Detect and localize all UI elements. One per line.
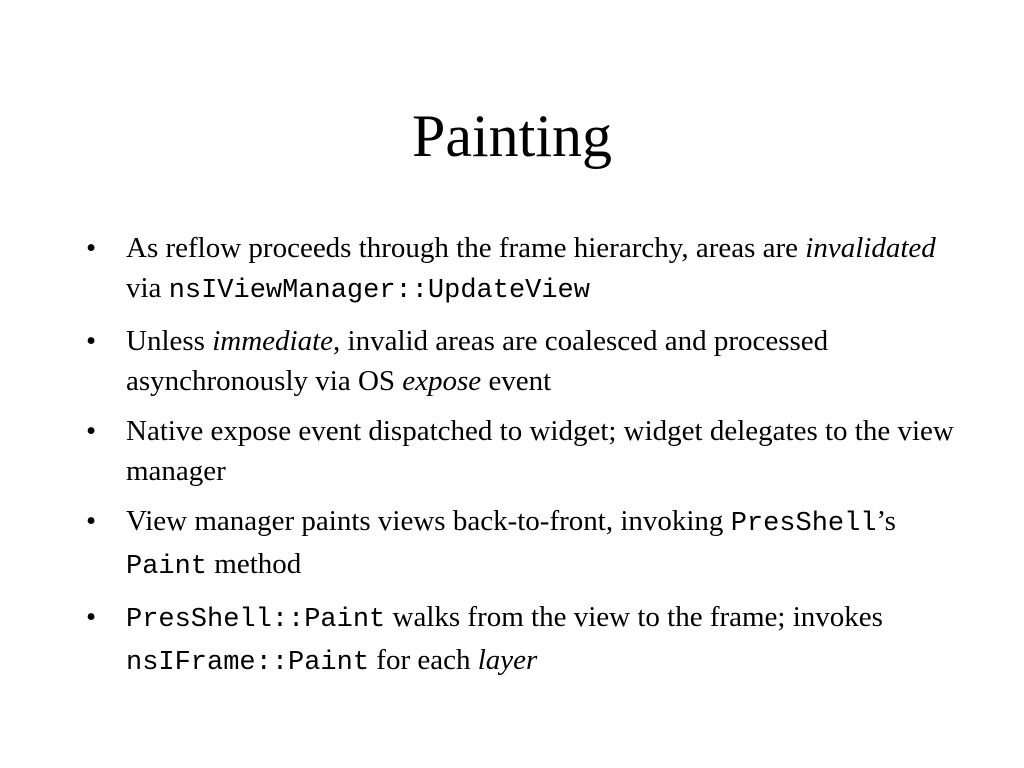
text-span: via (126, 272, 169, 304)
bullet-marker: • (86, 601, 97, 633)
bullet-marker: • (86, 505, 97, 537)
italic-span: invalidated (805, 232, 936, 264)
bullet-item (80, 501, 960, 587)
italic-span: immediate (212, 325, 334, 357)
text-span: Native expose event dispatched to widget; widget delegates to the view manager (126, 415, 954, 487)
bullet-marker: • (86, 325, 97, 357)
text-span: event (481, 365, 552, 397)
text-span: for each (369, 644, 478, 676)
text-span: method (207, 548, 302, 580)
bullet-marker: • (86, 232, 97, 264)
code-span: nsIViewManager::UpdateView (168, 276, 590, 306)
bullet-text (126, 415, 954, 487)
bullet-text (126, 232, 936, 304)
bullet-list (80, 228, 960, 693)
bullet-text (126, 505, 896, 580)
text-span: As reflow proceeds through the frame hierarchy, areas are (126, 232, 806, 264)
code-span: Paint (126, 552, 208, 582)
text-span: ’s (876, 505, 896, 537)
text-span: View manager paints views back-to-front, invoking (126, 505, 731, 537)
slide-title: Painting (411, 103, 612, 169)
bullet-text (126, 325, 828, 397)
bullet-item (80, 597, 960, 683)
text-span: walks from the view to the frame; invokes (385, 601, 883, 633)
code-span: nsIFrame::Paint (126, 648, 370, 678)
bullet-marker: • (86, 415, 97, 447)
italic-span: layer (477, 644, 538, 676)
italic-span: expose (402, 365, 482, 397)
bullet-item (80, 411, 960, 491)
bullet-item (80, 228, 960, 311)
code-span: PresShell::Paint (126, 605, 386, 635)
text-span: Unless (126, 325, 213, 357)
code-span: PresShell (730, 509, 877, 539)
bullet-text (126, 601, 883, 676)
bullet-item (80, 321, 960, 401)
text-span: , invalid areas are coalesced and processed asynchronously via OS (126, 325, 829, 397)
